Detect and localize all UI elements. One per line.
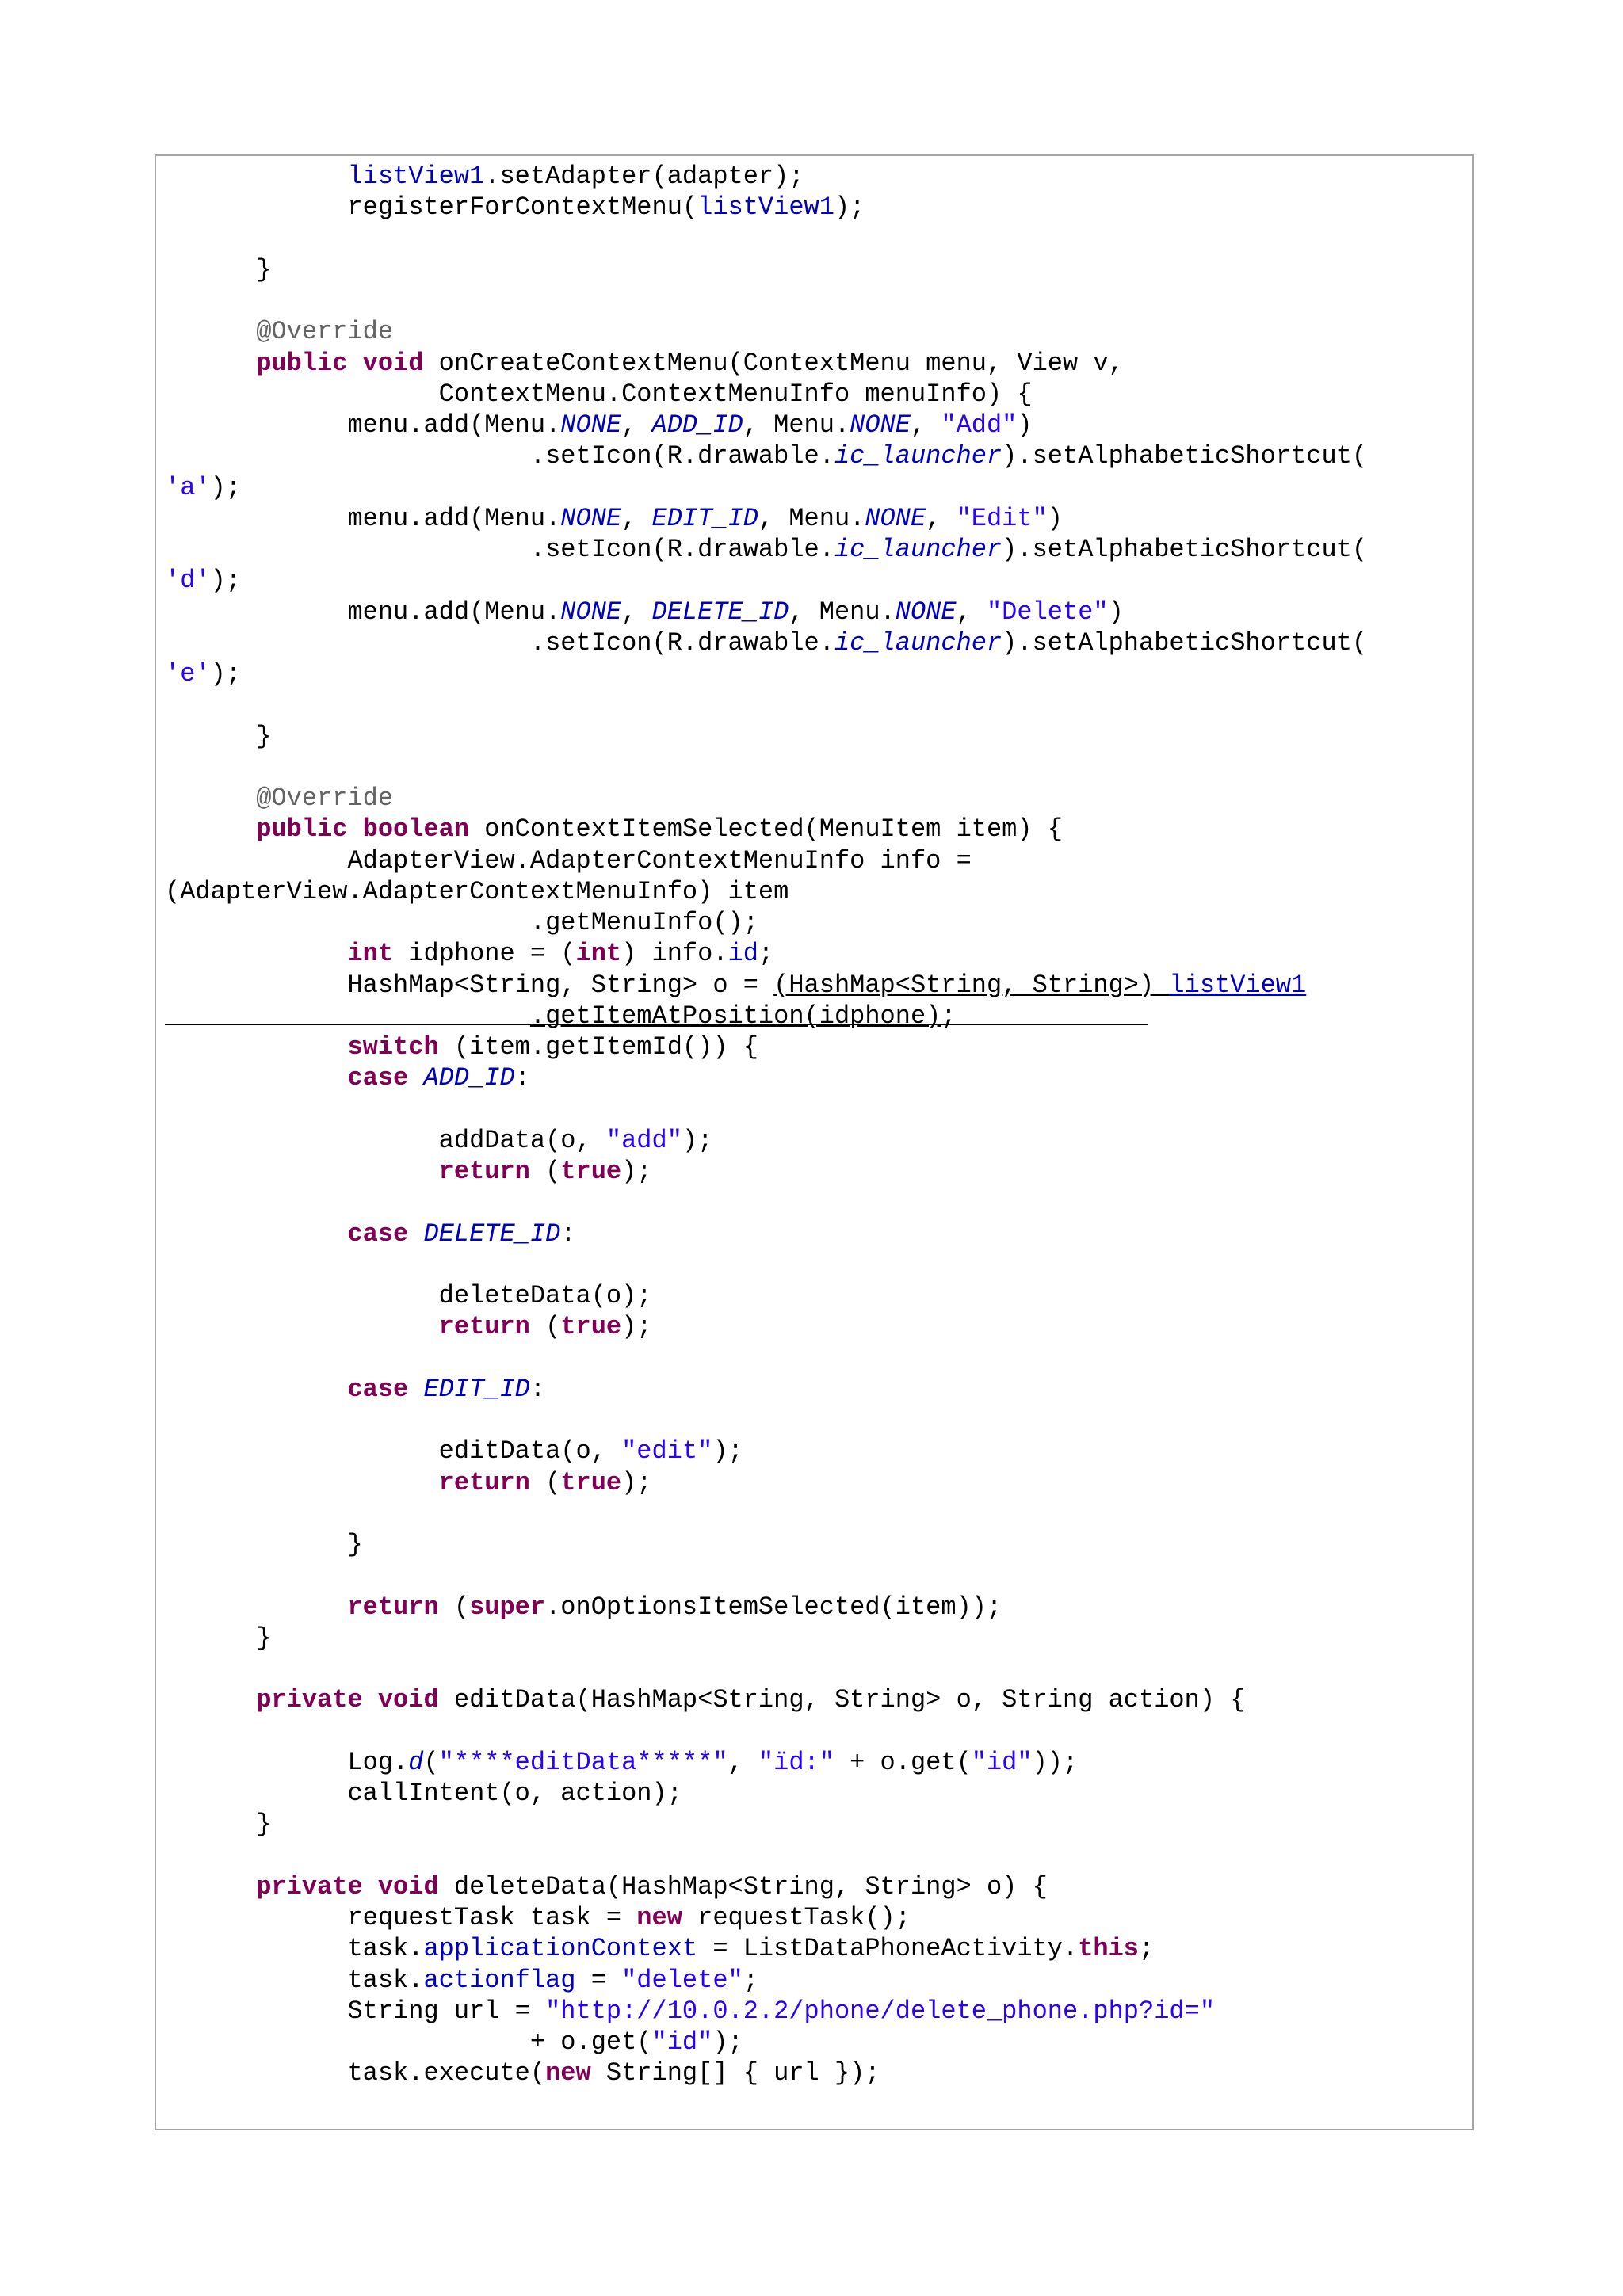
code-token: case xyxy=(347,1219,409,1249)
code-token: return xyxy=(347,1592,439,1622)
code-token xyxy=(165,1001,530,1031)
code-token: new xyxy=(545,2058,591,2088)
code-token: @Override xyxy=(256,317,394,347)
code-token: + o.get( xyxy=(165,2027,652,2057)
code-line xyxy=(165,1747,1472,1778)
code-token: int xyxy=(575,939,622,969)
code-token: "ïd:" xyxy=(758,1747,834,1777)
code-token: "Edit" xyxy=(956,503,1048,533)
code-line xyxy=(165,752,1472,783)
code-token: ); xyxy=(621,1467,652,1497)
code-token: "http://10.0.2.2/phone/delete_phone.php?id=" xyxy=(545,1996,1216,2026)
code-token: ( xyxy=(529,1157,561,1186)
code-line xyxy=(165,1529,1472,1560)
code-token: } xyxy=(165,1530,363,1559)
code-line xyxy=(165,1311,1472,1342)
code-token: .onOptionsItemSelected(item)); xyxy=(545,1592,1002,1622)
code-token: listView1 xyxy=(1169,970,1307,1000)
code-token: editData(o, xyxy=(165,1436,622,1466)
code-token xyxy=(363,1685,378,1714)
code-line xyxy=(165,814,1472,845)
code-token: menu.add(Menu. xyxy=(165,503,561,533)
code-token: requestTask task = xyxy=(165,1903,637,1932)
code-line xyxy=(165,1343,1472,1374)
code-token: editData(HashMap<String, String> o, String action) { xyxy=(438,1685,1246,1715)
code-line xyxy=(165,845,1472,876)
code-token: case xyxy=(347,1063,409,1093)
code-token: .getMenuInfo(); xyxy=(165,908,758,937)
code-token: ic_launcher xyxy=(834,627,1002,658)
code-token: (HashMap<String, String>) xyxy=(773,970,1170,1000)
code-token: requestTask(); xyxy=(682,1903,911,1932)
code-token: task. xyxy=(165,1965,424,1995)
code-line xyxy=(165,721,1472,752)
code-token: , Menu. xyxy=(789,597,896,627)
code-token: void xyxy=(377,1871,439,1901)
code-token: } xyxy=(165,1810,272,1840)
code-token: NONE xyxy=(560,410,622,440)
code-token: } xyxy=(165,721,272,751)
code-token: ( xyxy=(438,1592,470,1622)
code-line xyxy=(165,1219,1472,1249)
code-token: int xyxy=(347,939,394,969)
code-token: idphone = ( xyxy=(393,939,576,969)
code-token xyxy=(165,1592,347,1622)
code-token: ContextMenu.ContextMenuInfo menuInfo) { xyxy=(165,379,1033,409)
code-token: "Add" xyxy=(941,410,1018,440)
code-token: DELETE_ID xyxy=(651,597,789,627)
code-token: , xyxy=(727,1747,758,1777)
code-token: void xyxy=(377,1685,439,1715)
code-line xyxy=(165,1653,1472,1684)
code-token: return xyxy=(438,1312,530,1342)
code-token: .setAdapter(adapter); xyxy=(484,162,804,191)
code-token: ; xyxy=(743,1965,758,1995)
code-token: return xyxy=(438,1467,530,1497)
code-token: (item.getItemId()) { xyxy=(438,1032,758,1062)
code-token xyxy=(165,1032,347,1062)
code-token: task.execute( xyxy=(165,2058,546,2088)
code-token: : xyxy=(529,1374,546,1404)
code-token: NONE xyxy=(560,503,622,533)
code-line xyxy=(165,1996,1472,2027)
code-token: , Menu. xyxy=(758,503,865,533)
code-token: ).setAlphabeticShortcut( xyxy=(1002,535,1368,564)
code-token: onCreateContextMenu(ContextMenu menu, View v, xyxy=(423,348,1124,378)
code-token xyxy=(363,1872,378,1901)
code-token: , xyxy=(926,503,957,533)
code-line xyxy=(165,1716,1472,1747)
code-token xyxy=(165,1468,439,1497)
code-token xyxy=(165,1312,439,1341)
code-token: callIntent(o, action); xyxy=(165,1779,682,1808)
code-token: NONE xyxy=(865,503,926,533)
code-line xyxy=(165,285,1472,316)
code-token: , xyxy=(621,597,652,627)
code-token xyxy=(408,1063,423,1093)
code-token: void xyxy=(362,348,424,378)
code-token: HashMap<String, String> o = xyxy=(165,970,774,1000)
code-line xyxy=(165,907,1472,938)
code-token: addData(o, xyxy=(165,1125,606,1155)
code-token: .setIcon(R.drawable. xyxy=(165,627,834,658)
code-token: ) info. xyxy=(621,939,728,969)
code-token: case xyxy=(347,1374,409,1404)
code-token xyxy=(165,317,256,346)
code-token: : xyxy=(560,1219,576,1249)
code-token: deleteData(HashMap<String, String> o) { xyxy=(438,1871,1048,1901)
code-token: super xyxy=(469,1592,546,1622)
code-token: ); xyxy=(621,1157,652,1186)
code-line xyxy=(165,379,1472,410)
code-token: this xyxy=(1078,1934,1139,1964)
code-token: .setIcon(R.drawable. xyxy=(165,441,834,471)
code-token: , xyxy=(956,597,987,627)
code-token: "delete" xyxy=(621,1965,743,1995)
code-token: onContextItemSelected(MenuItem item) { xyxy=(469,814,1063,845)
code-line xyxy=(165,1436,1472,1466)
code-token: ; xyxy=(758,939,774,969)
code-token: ( xyxy=(423,1747,439,1777)
code-line xyxy=(165,597,1472,627)
code-token xyxy=(165,1685,256,1714)
code-line xyxy=(165,1902,1472,1933)
code-line xyxy=(165,565,1472,596)
code-line xyxy=(165,1965,1472,1996)
code-line xyxy=(165,254,1472,285)
code-line xyxy=(165,192,1472,223)
code-line xyxy=(165,2058,1472,2088)
code-token: ); xyxy=(210,659,242,688)
code-token: ADD_ID xyxy=(423,1063,515,1093)
code-token: ( xyxy=(529,1467,561,1497)
code-token xyxy=(165,784,256,813)
code-line xyxy=(165,472,1472,503)
code-token: "id" xyxy=(651,2027,713,2057)
code-token: EDIT_ID xyxy=(423,1374,530,1404)
code-token xyxy=(347,814,362,844)
code-line xyxy=(165,1778,1472,1809)
code-token: ic_launcher xyxy=(834,535,1002,564)
code-token: "****editData*****" xyxy=(438,1747,728,1777)
code-token: d xyxy=(408,1747,424,1777)
code-token: 'a' xyxy=(165,472,211,502)
code-line xyxy=(165,223,1472,254)
code-token: ; xyxy=(941,1001,957,1031)
code-token: ); xyxy=(210,472,242,502)
code-token: ); xyxy=(621,1312,652,1342)
code-token: ) xyxy=(1047,503,1063,533)
code-token: id xyxy=(727,939,758,969)
code-token: new xyxy=(636,1903,682,1932)
code-token: deleteData(o); xyxy=(165,1281,652,1310)
code-token xyxy=(408,1375,423,1404)
code-token: , Menu. xyxy=(743,410,850,440)
code-token: ); xyxy=(834,193,865,223)
code-token: "Delete" xyxy=(986,597,1109,627)
code-token: ); xyxy=(682,1125,713,1155)
code-token: = xyxy=(575,1965,622,1995)
code-token: + o.get( xyxy=(834,1747,972,1777)
code-token: private xyxy=(256,1685,363,1715)
code-token: ) xyxy=(1108,597,1124,627)
code-line xyxy=(165,1467,1472,1498)
code-token: String url = xyxy=(165,1996,546,2026)
code-token: switch xyxy=(347,1032,439,1062)
code-line xyxy=(165,1187,1472,1218)
code-token xyxy=(165,1375,347,1404)
code-line xyxy=(165,1249,1472,1280)
code-token: EDIT_ID xyxy=(651,503,758,533)
code-line xyxy=(165,534,1472,565)
code-line xyxy=(165,2027,1472,2058)
code-token: task. xyxy=(165,1934,424,1964)
code-line xyxy=(165,316,1472,347)
code-token xyxy=(165,814,256,844)
code-line xyxy=(165,876,1472,907)
code-listing xyxy=(165,161,1472,2089)
code-line xyxy=(165,970,1472,1001)
code-token: 'e' xyxy=(165,659,211,688)
code-token: ); xyxy=(712,1436,743,1466)
code-token: 'd' xyxy=(165,566,211,596)
code-line xyxy=(165,441,1472,471)
code-token: return xyxy=(438,1157,530,1186)
code-token xyxy=(408,1219,423,1249)
code-line xyxy=(165,1560,1472,1591)
code-line xyxy=(165,1933,1472,1964)
code-line xyxy=(165,161,1472,192)
code-line xyxy=(165,1623,1472,1653)
code-token: true xyxy=(560,1312,622,1342)
code-token: "add" xyxy=(605,1125,682,1155)
code-token: applicationContext xyxy=(423,1934,698,1964)
code-token: , xyxy=(621,503,652,533)
code-token: ic_launcher xyxy=(834,441,1002,471)
code-line xyxy=(165,1062,1472,1093)
code-token: , xyxy=(910,410,941,440)
code-line xyxy=(165,1032,1472,1062)
code-line xyxy=(165,1871,1472,1902)
code-token: menu.add(Menu. xyxy=(165,597,561,627)
code-token: ).setAlphabeticShortcut( xyxy=(1002,441,1368,471)
code-line xyxy=(165,1280,1472,1311)
code-token: ).setAlphabeticShortcut( xyxy=(1002,627,1368,658)
code-token: true xyxy=(560,1157,622,1186)
code-token: ); xyxy=(210,566,242,596)
code-token: Log. xyxy=(165,1747,409,1777)
code-token: } xyxy=(165,1623,272,1653)
code-token xyxy=(165,939,347,968)
code-line xyxy=(165,348,1472,379)
code-line xyxy=(165,1498,1472,1529)
code-line xyxy=(165,627,1472,658)
code-token: : xyxy=(514,1063,530,1093)
code-token: NONE xyxy=(850,410,911,440)
code-token xyxy=(165,162,347,191)
code-token: ADD_ID xyxy=(651,410,743,440)
code-token: boolean xyxy=(362,814,470,845)
code-token: NONE xyxy=(895,597,957,627)
code-token xyxy=(165,1872,256,1901)
code-token xyxy=(165,1063,347,1093)
code-line xyxy=(165,1374,1472,1405)
code-token: registerForContextMenu( xyxy=(165,193,698,223)
code-line xyxy=(165,658,1472,689)
code-token: .setIcon(R.drawable. xyxy=(165,535,834,564)
code-token: NONE xyxy=(560,597,622,627)
code-line xyxy=(165,410,1472,441)
code-token xyxy=(347,349,362,378)
code-token: String[] { url }); xyxy=(590,2058,880,2088)
code-token: private xyxy=(256,1871,363,1901)
code-token: public xyxy=(256,348,348,378)
code-token: actionflag xyxy=(423,1965,576,1995)
code-token: true xyxy=(560,1467,622,1497)
code-line xyxy=(165,503,1472,534)
code-token: ; xyxy=(1139,1934,1155,1964)
code-line xyxy=(165,1405,1472,1436)
code-line xyxy=(165,1840,1472,1871)
code-token: "id" xyxy=(971,1747,1033,1777)
code-line xyxy=(165,1684,1472,1715)
code-token: ( xyxy=(529,1312,561,1342)
code-token: (AdapterView.AdapterContextMenuInfo) item xyxy=(165,876,789,906)
code-token: @Override xyxy=(256,784,394,813)
code-token: ) xyxy=(1017,410,1033,440)
code-token: public xyxy=(256,814,348,845)
code-token xyxy=(165,1157,439,1186)
code-token: , xyxy=(621,410,652,440)
code-token: "edit" xyxy=(621,1436,713,1466)
code-token: ); xyxy=(712,2027,743,2057)
code-token: AdapterView.AdapterContextMenuInfo info = xyxy=(165,845,972,875)
code-token: menu.add(Menu. xyxy=(165,410,561,440)
code-token: listView1 xyxy=(697,193,834,223)
code-line xyxy=(165,1592,1472,1623)
code-token: DELETE_ID xyxy=(423,1219,561,1249)
code-line xyxy=(165,689,1472,720)
code-line xyxy=(165,1809,1472,1840)
code-line xyxy=(165,1094,1472,1125)
code-token: .getItemAtPosition(idphone) xyxy=(529,1001,941,1031)
code-line xyxy=(165,938,1472,969)
code-line xyxy=(165,783,1472,814)
code-token xyxy=(165,1219,347,1249)
code-token: listView1 xyxy=(347,162,485,191)
code-token: )); xyxy=(1032,1747,1079,1777)
code-token xyxy=(165,349,256,378)
code-line xyxy=(165,1156,1472,1187)
code-token: } xyxy=(165,254,272,284)
code-line xyxy=(165,1125,1472,1156)
code-line xyxy=(165,1001,1472,1032)
code-token: = ListDataPhoneActivity. xyxy=(697,1934,1079,1964)
